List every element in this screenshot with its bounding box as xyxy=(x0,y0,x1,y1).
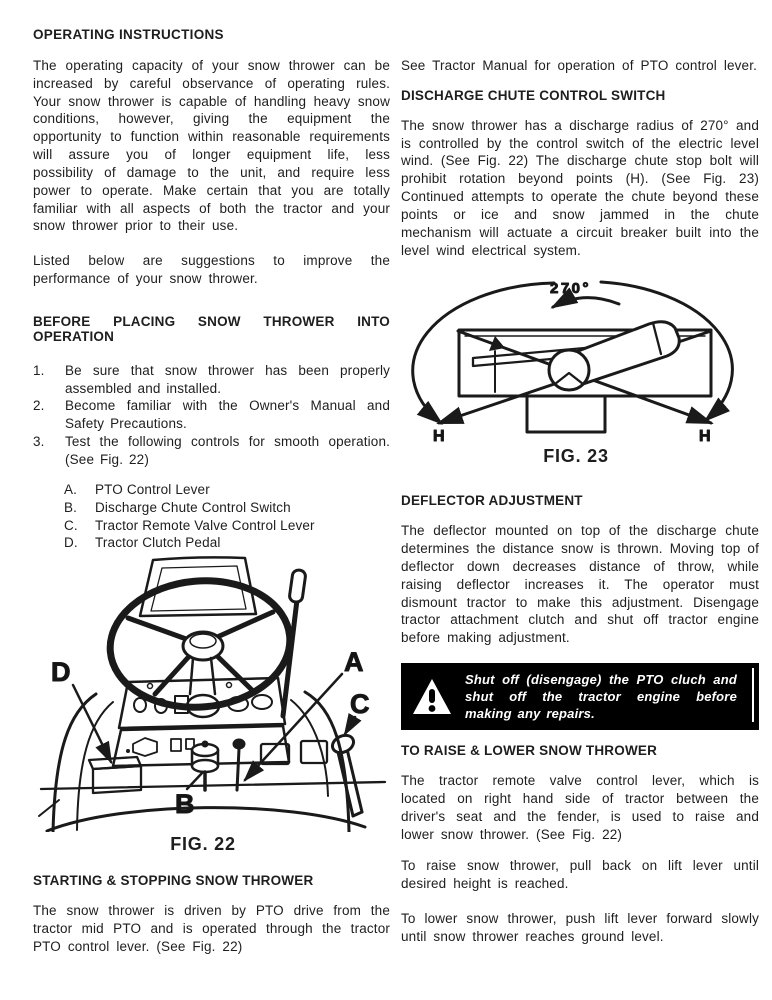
list-item xyxy=(33,397,390,433)
list-item xyxy=(33,517,390,535)
list-item xyxy=(33,534,390,552)
fig22-label-d: D xyxy=(51,657,71,688)
list-item-text: Tractor Remote Valve Control Lever xyxy=(95,517,315,533)
chute-switch-control xyxy=(192,741,218,791)
raise-lower-heading: TO RAISE & LOWER SNOW THROWER xyxy=(401,743,658,759)
suggestions-paragraph: Listed below are suggestions to improve the performance of your snow thrower. xyxy=(33,253,390,286)
raise-lower-paragraph: The tractor remote valve control lever, which is located on right hand side of tractor between the driver's seat and the fender, is used to raise and lower snow thrower. (See Fig. 22) xyxy=(401,773,759,842)
list-item-letter: D. xyxy=(64,535,78,551)
pto-lever xyxy=(233,739,245,790)
numbered-list xyxy=(33,362,390,469)
list-item-text: Tractor Clutch Pedal xyxy=(95,535,221,551)
seat-edge xyxy=(47,808,365,831)
seat-edge-left xyxy=(39,800,59,816)
fig22-caption: FIG. 22 xyxy=(170,834,236,855)
fig22-label-a: A xyxy=(344,647,364,678)
steering-wheel xyxy=(105,574,295,715)
starting-paragraph: The snow thrower is driven by PTO drive from the tractor mid PTO and is operated through the tractor PTO control lever. (See Fig. 22) xyxy=(33,903,390,955)
fig23-radius-diagram xyxy=(411,274,741,444)
fig22-tractor-drawing xyxy=(33,554,389,832)
list-item-number: 1. xyxy=(33,362,45,378)
list-item xyxy=(33,362,390,398)
fig23-caption: FIG. 23 xyxy=(543,446,609,467)
list-item-letter: A. xyxy=(64,481,78,497)
list-item-text: Be sure that snow thrower has been properly assembled and installed. xyxy=(65,362,390,396)
page-title: OPERATING INSTRUCTIONS xyxy=(33,27,224,42)
left-fender xyxy=(53,694,113,832)
list-item-text: PTO Control Lever xyxy=(95,481,210,497)
list-item-number: 3. xyxy=(33,434,45,449)
mount-tab xyxy=(527,396,605,432)
list-item-text: Discharge Chute Control Switch xyxy=(95,499,291,515)
list-item xyxy=(33,433,390,469)
warning-triangle-icon xyxy=(411,677,453,717)
figure-23 xyxy=(401,274,759,467)
list-item-letter: C. xyxy=(64,517,78,533)
fig23-h-left: H xyxy=(433,428,445,445)
warning-text: Shut off (disengage) the PTO cluch and shut off the tractor engine before making any repairs. xyxy=(465,672,737,722)
intro-paragraph: The operating capacity of your snow thrower can be increased by careful observance of operating rules. Your snow thrower is capable of handling heavy snow conditions, however, giving the equipment the opportunity to function within reasonable requirements will assure you of longer equipment life, less possibility of damage to the unit, and require less power to operate. Make certain that you are totally familiar with all aspects of both the tractor and your snow thrower prior to their use. xyxy=(33,58,390,234)
lettered-list xyxy=(33,481,390,553)
deflector-paragraph: The deflector mounted on top of the discharge chute determines the distance snow is thrown. Moving top of deflector down decreases distance of throw, while raising deflector increases it. The operator must dismount tractor to make this adjustment. Disengage tractor attachment clutch and shut off tractor engine before making adjustment. xyxy=(401,523,759,646)
deflector-heading: DEFLECTOR ADJUSTMENT xyxy=(401,493,583,509)
figure-22 xyxy=(33,554,390,855)
fig22-label-c: C xyxy=(350,689,370,720)
chute-pivot xyxy=(549,350,589,390)
list-item xyxy=(33,499,390,517)
lower-step-paragraph: To lower snow thrower, push lift lever forward slowly until snow thrower reaches ground level. xyxy=(401,911,759,945)
starting-stopping-heading: STARTING & STOPPING SNOW THROWER xyxy=(33,873,314,889)
raise-step-paragraph: To raise snow thrower, pull back on lift lever until desired height is reached. xyxy=(401,857,759,891)
fig23-h-right: H xyxy=(699,428,711,445)
list-item xyxy=(33,481,390,499)
before-operation-heading: BEFORE PLACING SNOW THROWER INTO OPERATION xyxy=(33,313,390,344)
list-item-text: Become familiar with the Owner's Manual and Safety Precautions. xyxy=(65,398,390,432)
right-column xyxy=(401,57,759,946)
discharge-chute-heading: DISCHARGE CHUTE CONTROL SWITCH xyxy=(401,87,666,103)
fig23-angle-label: 270° xyxy=(550,280,592,298)
list-item-text: Test the following controls for smooth operation. (See Fig. 22) xyxy=(65,434,390,467)
left-column xyxy=(33,27,390,956)
see-tractor-paragraph: See Tractor Manual for operation of PTO control lever. xyxy=(401,58,758,73)
warning-box xyxy=(401,663,759,730)
fig22-label-b: B xyxy=(175,789,195,820)
discharge-paragraph: The snow thrower has a discharge radius of 270° and is controlled by the control switch of the electric level wind. (See Fig. 22) The discharge chute stop bolt will prohibit rotation beyond points (H). (See Fig. 23) Continued attempts to operate the chute beyond these points or ice and snow jammed in the chute mechanism will actuate a circuit breaker built into the level wind electrical system. xyxy=(401,117,759,258)
list-item-number: 2. xyxy=(33,398,45,414)
list-item-letter: B. xyxy=(64,499,78,515)
